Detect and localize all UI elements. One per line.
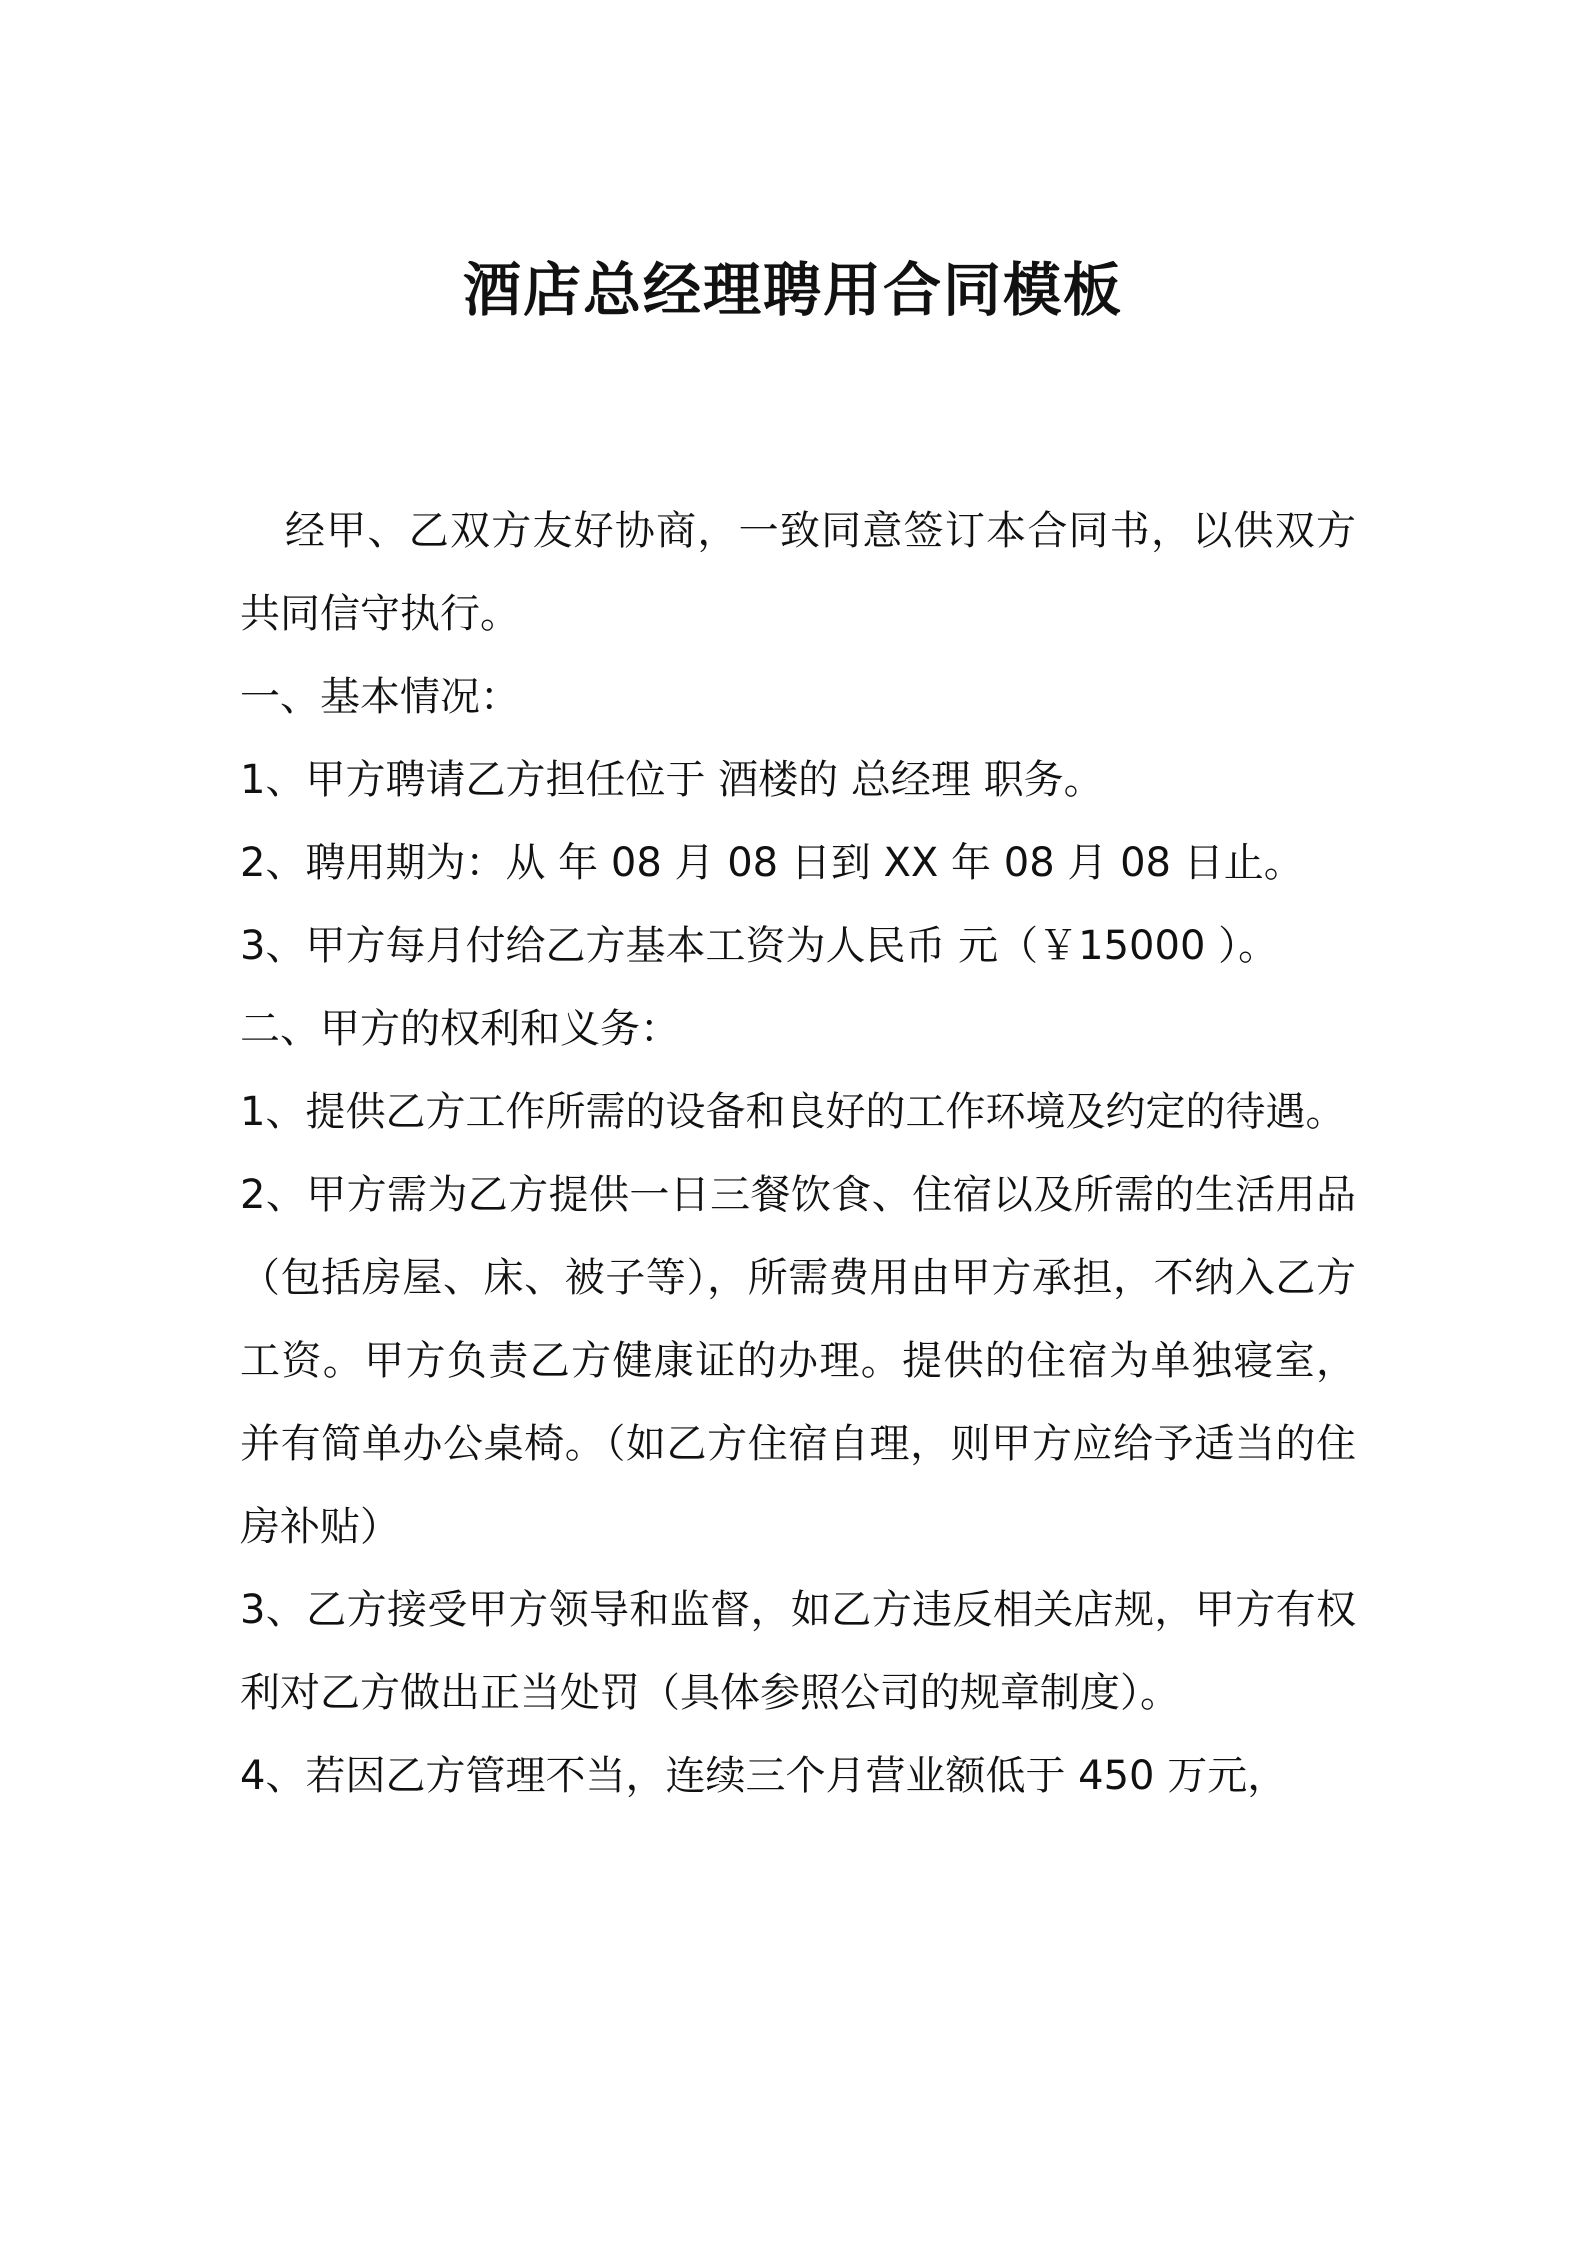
document-body: [240, 490, 1356, 1818]
clause-equipment: 1、提供乙方工作所需的设备和良好的工作环境及约定的待遇。: [240, 1089, 1346, 1135]
clause-revenue: 4、若因乙方管理不当，连续三个月营业额低于 450 万元，: [240, 1753, 1288, 1799]
intro-paragraph: 经甲、乙双方友好协商，一致同意签订本合同书，以供双方共同信守执行。: [240, 508, 1356, 637]
clause-meals-housing: 2、甲方需为乙方提供一日三餐饮食、住宿以及所需的生活用品（包括房屋、床、被子等），所需费用由甲方承担，不纳入乙方工资。甲方负责乙方健康证的办理。提供的住宿为单独寝室，并有简单办公桌椅。（如乙方住宿自理，则甲方应给予适当的住房补贴）: [240, 1172, 1356, 1550]
section-heading-party-a-rights: 二、甲方的权利和义务：: [240, 1006, 680, 1052]
section-heading-basic-info: 一、基本情况：: [240, 674, 520, 720]
clause-employment-period: 2、聘用期为：从 年 08 月 08 日到 XX 年 08 月 08 日止。: [240, 840, 1304, 886]
document-title: 酒店总经理聘用合同模板: [462, 256, 1123, 324]
clause-position: 1、甲方聘请乙方担任位于 酒楼的 总经理 职务。: [240, 757, 1104, 803]
clause-salary: 3、甲方每月付给乙方基本工资为人民币 元（￥15000 ）。: [240, 923, 1279, 969]
clause-supervision: 3、乙方接受甲方领导和监督，如乙方违反相关店规，甲方有权利对乙方做出正当处罚（具体参照公司的规章制度）。: [240, 1587, 1356, 1716]
